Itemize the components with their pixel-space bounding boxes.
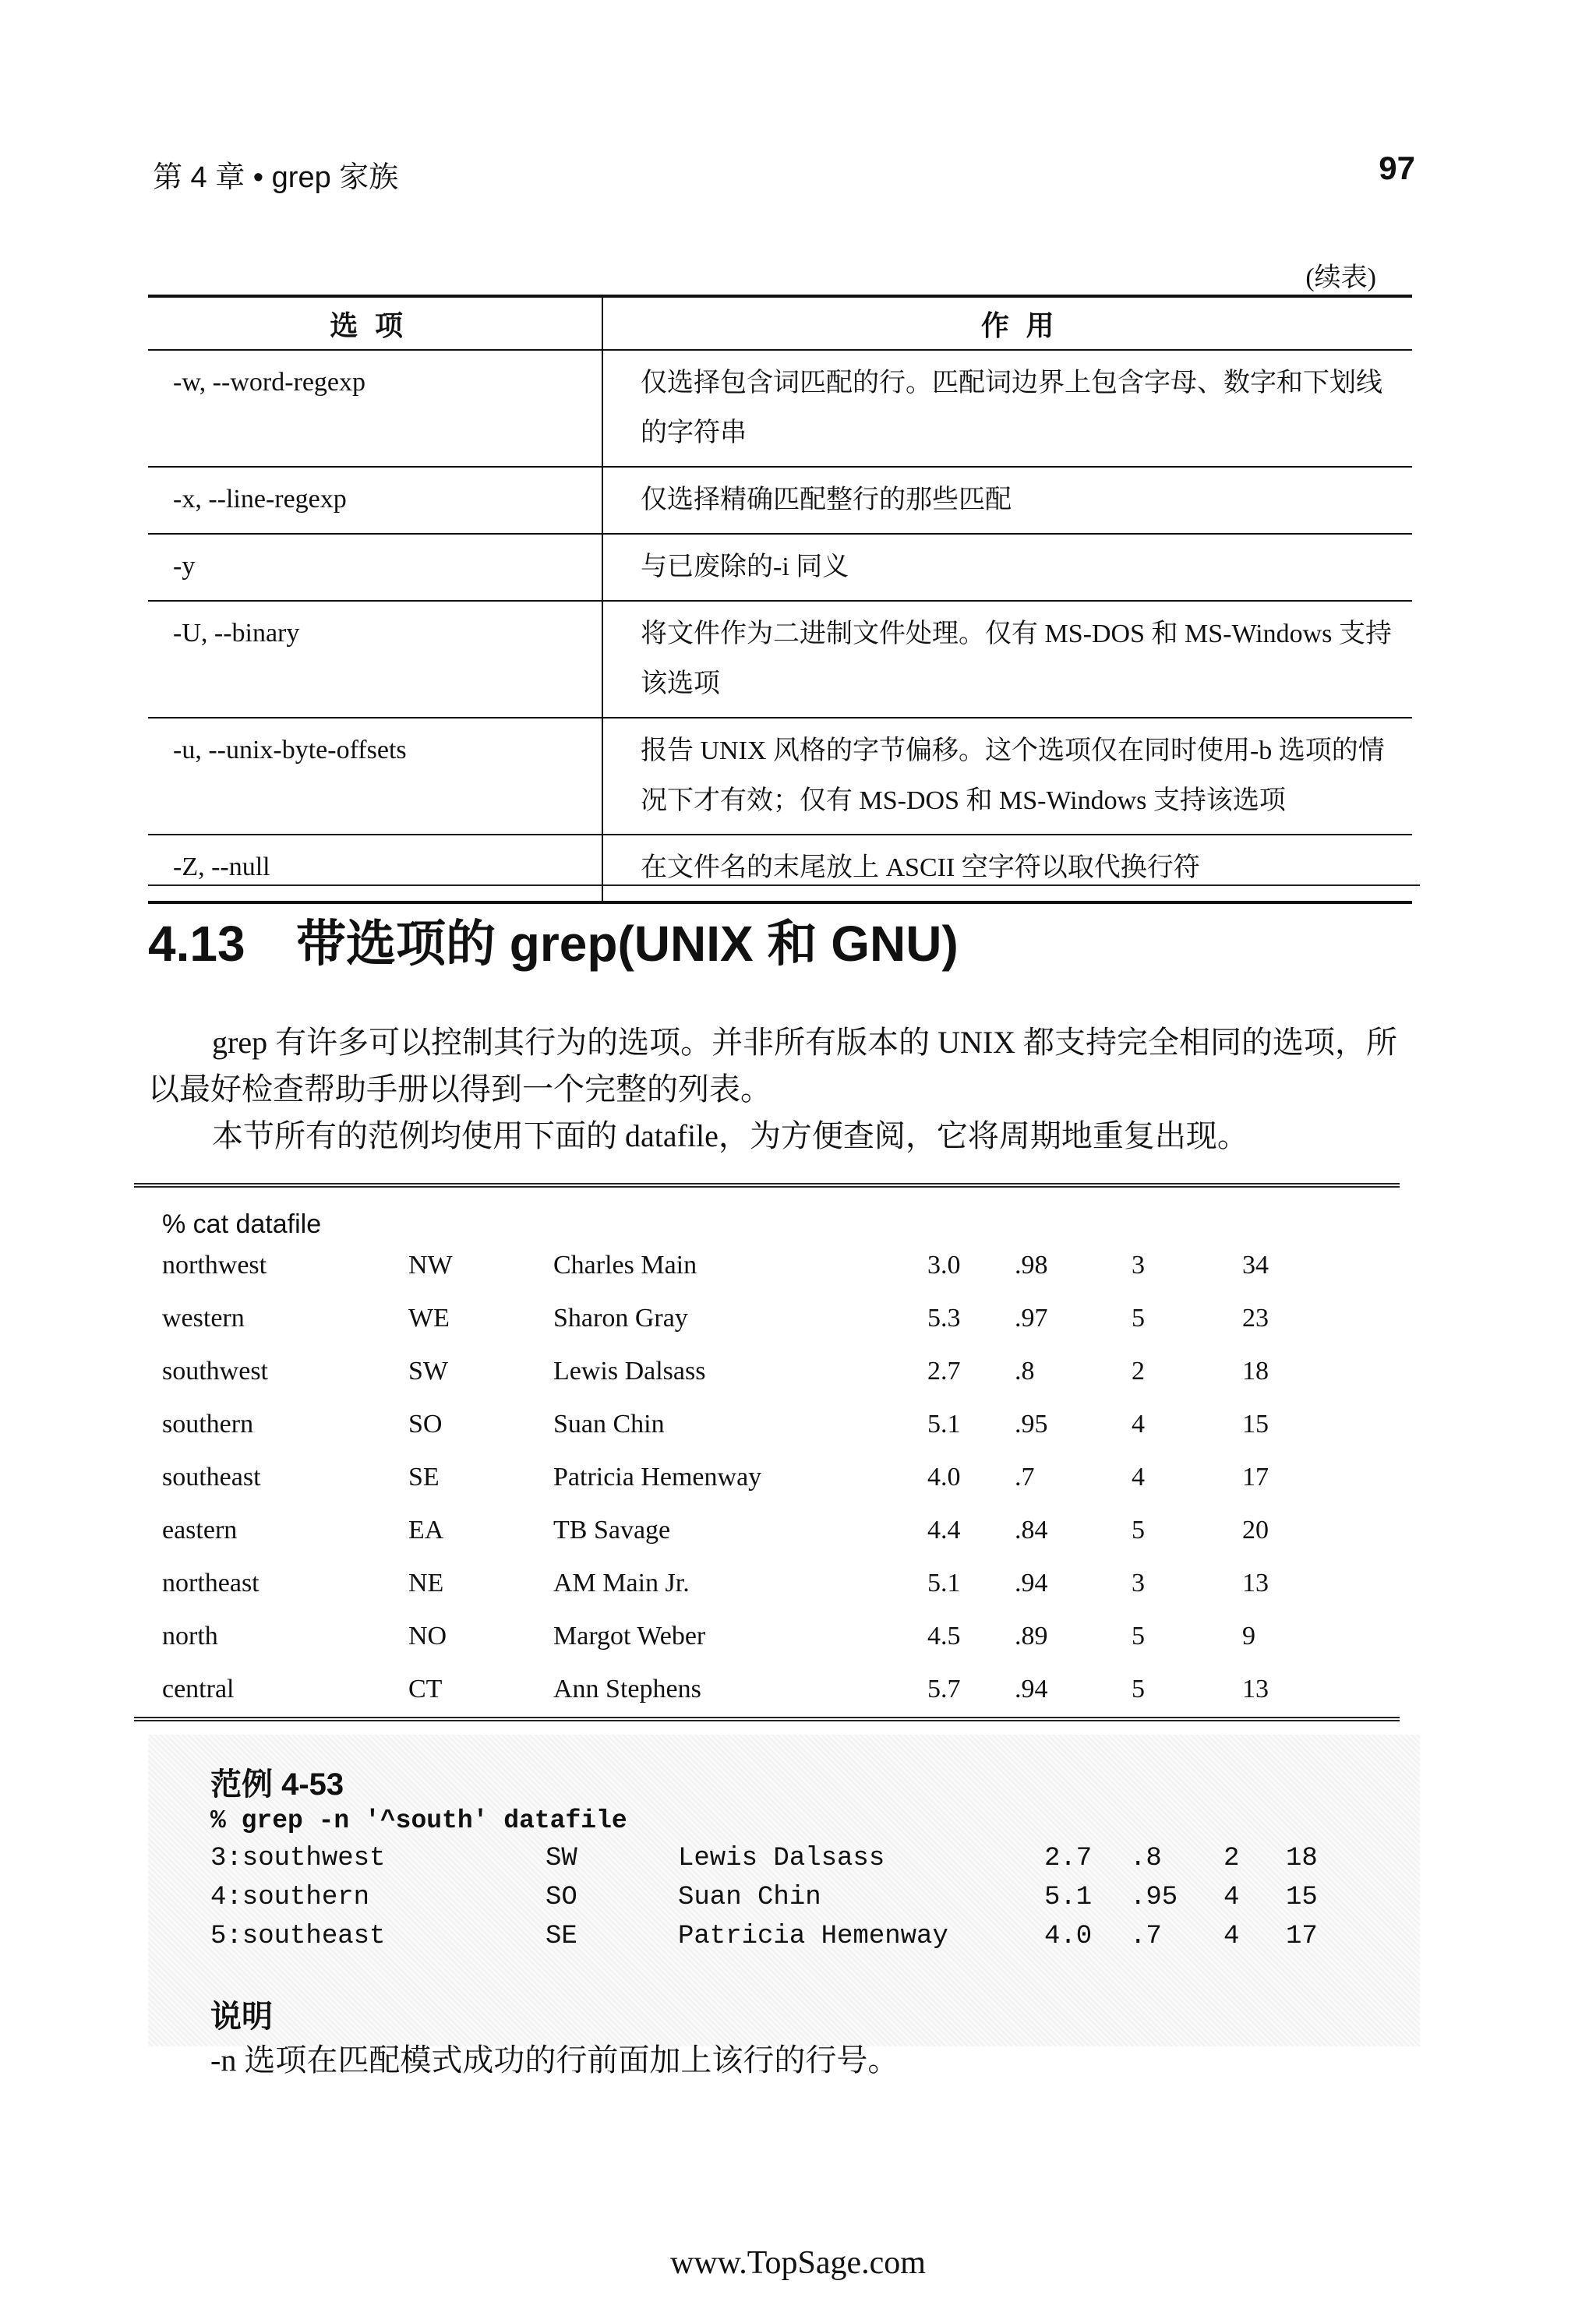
table-row [162,1610,1322,1663]
table-cell: .97 [1015,1304,1048,1333]
table-cell: 13 [1242,1675,1269,1703]
table-cell: 9 [1242,1622,1255,1651]
datafile-top-rule [134,1183,1400,1188]
table-cell: 3.0 [927,1251,961,1280]
table-cell: 5:southeast [210,1922,386,1951]
option-cell: -Z, --null [148,835,602,902]
table-cell: 15 [1242,1410,1269,1439]
table-cell: 4.5 [927,1622,961,1651]
table-cell: Suan Chin [553,1410,665,1439]
table-cell: AM Main Jr. [553,1569,690,1598]
table-cell: 34 [1242,1251,1269,1280]
option-cell: -u, --unix-byte-offsets [148,718,602,835]
table-cell: 17 [1286,1922,1318,1951]
table-cell: 2 [1223,1844,1240,1873]
table-cell: 18 [1286,1844,1318,1873]
table-cell: .8 [1130,1844,1162,1873]
table-cell: 2.7 [1044,1844,1093,1873]
running-header: 第 4 章 • grep 家族 [153,161,399,194]
effect-cell: 仅选择包含词匹配的行。匹配词边界上包含字母、数字和下划线的字符串 [602,350,1412,467]
table-cell: .8 [1015,1357,1035,1386]
column-header-effect: 作用 [602,296,1412,350]
effect-cell: 仅选择精确匹配整行的那些匹配 [602,467,1412,534]
table-cell: Suan Chin [678,1883,821,1912]
table-cell: 5.1 [927,1569,961,1598]
table-cell: 5.7 [927,1675,961,1703]
table-row [210,1839,1364,1878]
table-cell: Ann Stephens [553,1675,701,1703]
table-cell: 4 [1223,1922,1240,1951]
table-cell: 5 [1132,1516,1145,1545]
table-cell: SW [546,1844,577,1873]
table-cell: Patricia Hemenway [553,1463,762,1492]
table-row [162,1557,1322,1610]
table-cell: north [162,1622,218,1651]
table-cell: southwest [162,1357,268,1386]
table-cell: NO [408,1622,447,1651]
option-cell: -y [148,534,602,601]
section-title: 带选项的 grep(UNIX 和 GNU) [296,916,959,972]
table-cell: 20 [1242,1516,1269,1545]
table-cell: Charles Main [553,1251,697,1280]
table-cell: 4.0 [1044,1922,1093,1951]
table-cell: 5.3 [927,1304,961,1333]
table-row [148,350,1412,467]
option-cell: -w, --word-regexp [148,350,602,467]
table-row [162,1292,1322,1345]
table-cell: .7 [1130,1922,1162,1951]
table-cell: 3 [1132,1569,1145,1598]
table-cell: .95 [1130,1883,1178,1912]
body-paragraph: 本节所有的范例均使用下面的 datafile，为方便查阅，它将周期地重复出现。 [212,1118,1248,1153]
example-output-table [210,1839,1364,1956]
datafile-bottom-rule [134,1717,1400,1721]
table-cell: western [162,1304,245,1333]
effect-cell: 与已废除的-i 同义 [602,534,1412,601]
table-cell: .94 [1015,1675,1048,1703]
table-cell: .94 [1015,1569,1048,1598]
example-command: % grep -n '^south' datafile [210,1806,627,1835]
table-cell: NW [408,1251,453,1280]
table-cell: 2 [1132,1357,1145,1386]
table-cell: SO [408,1410,443,1439]
table-row [162,1504,1322,1557]
options-table [148,295,1412,904]
table-cell: .84 [1015,1516,1048,1545]
table-cell: WE [408,1304,450,1333]
table-row [162,1345,1322,1398]
table-row [162,1663,1322,1716]
section-heading [148,904,959,976]
table-cell: EA [408,1516,444,1545]
table-cell: 4 [1223,1883,1240,1912]
table-row [210,1878,1364,1917]
table-cell: 5 [1132,1675,1145,1703]
table-cell: 5 [1132,1304,1145,1333]
option-cell: -x, --line-regexp [148,467,602,534]
table-cell: eastern [162,1516,238,1545]
table-cell: CT [408,1675,443,1703]
table-cell: 17 [1242,1463,1269,1492]
table-cell: 4.0 [927,1463,961,1492]
table-cell: southern [162,1410,254,1439]
table-cell: SE [408,1463,440,1492]
table-cell: .7 [1015,1463,1035,1492]
table-cell: SO [546,1883,577,1912]
table-cell: Sharon Gray [553,1304,688,1333]
table-cell: 3 [1132,1251,1145,1280]
footer-url: www.TopSage.com [670,2245,926,2281]
section-rule [148,884,1420,886]
table-row [162,1239,1322,1292]
example-title: 范例 4-53 [210,1767,344,1802]
datafile-command: % cat datafile [162,1209,322,1239]
table-cell: 3:southwest [210,1844,386,1873]
effect-cell: 将文件作为二进制文件处理。仅有 MS-DOS 和 MS-Windows 支持该选项 [602,601,1412,718]
table-cell: 13 [1242,1569,1269,1598]
table-cell: Lewis Dalsass [678,1844,885,1873]
table-row [162,1451,1322,1504]
table-cell: northwest [162,1251,267,1280]
table-cell: 4:southern [210,1883,370,1912]
column-header-option: 选项 [148,296,602,350]
body-paragraph: grep 有许多可以控制其行为的选项。并非所有版本的 UNIX 都支持完全相同的选项，所以最好检查帮助手册以得到一个完整的列表。 [148,1025,1398,1107]
table-row [148,534,1412,601]
table-cell: NE [408,1569,444,1598]
options-table-header [148,296,1412,350]
datafile-table [162,1239,1322,1716]
table-cell: 23 [1242,1304,1269,1333]
table-cell: 5.1 [1044,1883,1093,1912]
table-cell: SE [546,1922,577,1951]
table-cell: SW [408,1357,448,1386]
table-cell: northeast [162,1569,260,1598]
table-row [148,718,1412,835]
table-row [210,1917,1364,1956]
table-cell: 2.7 [927,1357,961,1386]
page-number: 97 [1379,150,1415,186]
table-cell: Margot Weber [553,1622,706,1651]
table-cell: TB Savage [553,1516,671,1545]
table-row [148,601,1412,718]
note-title: 说明 [210,2000,273,2034]
table-row [162,1398,1322,1451]
note-text: -n 选项在匹配模式成功的行前面加上该行的行号。 [210,2042,899,2078]
section-number: 4.13 [148,916,245,972]
table-cell: .98 [1015,1251,1048,1280]
table-cell: .89 [1015,1622,1048,1651]
table-cell: .95 [1015,1410,1048,1439]
table-row [148,835,1412,902]
table-cell: 4 [1132,1463,1145,1492]
table-cell: central [162,1675,235,1703]
table-cell: Patricia Hemenway [678,1922,948,1951]
option-cell: -U, --binary [148,601,602,718]
table-cell: 5.1 [927,1410,961,1439]
table-cell: 5 [1132,1622,1145,1651]
table-row [148,467,1412,534]
effect-cell: 报告 UNIX 风格的字节偏移。这个选项仅在同时使用-b 选项的情况下才有效；仅有 MS-DOS 和 MS-Windows 支持该选项 [602,718,1412,835]
effect-cell: 在文件名的末尾放上 ASCII 空字符以取代换行符 [602,835,1412,902]
table-cell: Lewis Dalsass [553,1357,706,1386]
table-cell: 15 [1286,1883,1318,1912]
table-cell: 4.4 [927,1516,961,1545]
table-cell: southeast [162,1463,261,1492]
table-cell: 4 [1132,1410,1145,1439]
table-cell: 18 [1242,1357,1269,1386]
table-continued-label: (续表) [1305,263,1376,292]
